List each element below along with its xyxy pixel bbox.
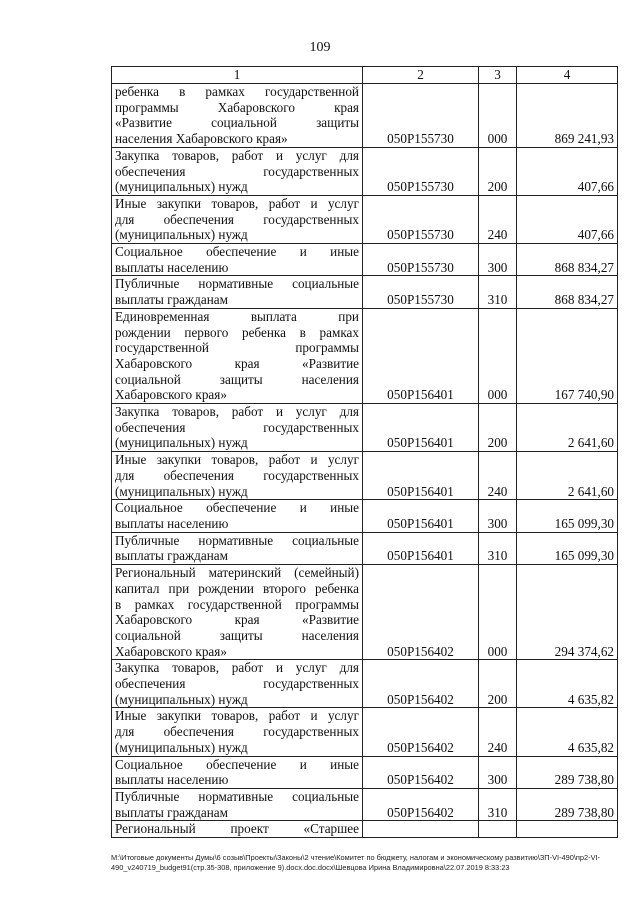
row-expense-type: 200 bbox=[479, 404, 517, 452]
row-target-code: 050Р156402 bbox=[363, 756, 479, 788]
row-amount: 4 635,82 bbox=[517, 708, 618, 756]
row-expense-type: 240 bbox=[479, 708, 517, 756]
description-line: социальной защиты населения bbox=[115, 371, 359, 387]
description-line: «Развитие социальной защиты bbox=[115, 115, 359, 131]
description-line: выплаты населению bbox=[115, 259, 229, 275]
table-header-row bbox=[112, 67, 618, 84]
row-amount: 869 241,93 bbox=[517, 84, 618, 148]
row-target-code: 050Р156401 bbox=[363, 404, 479, 452]
row-description bbox=[112, 195, 363, 243]
description-line: (муниципальных) нужд bbox=[115, 227, 248, 243]
row-description bbox=[112, 404, 363, 452]
description-line: Иные закупки товаров, работ и услуг bbox=[115, 708, 359, 724]
table-row bbox=[112, 404, 618, 452]
table-row bbox=[112, 147, 618, 195]
description-line: Социальное обеспечение и иные bbox=[115, 244, 359, 260]
row-target-code: 050Р156401 bbox=[363, 532, 479, 564]
description-line: выплаты гражданам bbox=[115, 548, 228, 564]
row-expense-type bbox=[479, 821, 517, 838]
description-line: капитал при рождении второго ребенка bbox=[115, 580, 359, 596]
row-description bbox=[112, 308, 363, 403]
row-expense-type: 240 bbox=[479, 195, 517, 243]
row-amount bbox=[517, 821, 618, 838]
row-target-code: 050Р156401 bbox=[363, 500, 479, 532]
row-expense-type: 240 bbox=[479, 452, 517, 500]
description-line: населения Хабаровского края» bbox=[115, 131, 288, 147]
description-line: программы Хабаровского края bbox=[115, 99, 359, 115]
description-line: для обеспечения государственных bbox=[115, 724, 359, 740]
description-line: Хабаровского края» bbox=[115, 643, 227, 659]
description-line: выплаты гражданам bbox=[115, 804, 228, 820]
description-line: Региональный проект «Старшее bbox=[115, 821, 359, 837]
row-description bbox=[112, 708, 363, 756]
table-row bbox=[112, 195, 618, 243]
row-expense-type: 310 bbox=[479, 788, 517, 820]
description-line: (муниципальных) нужд bbox=[115, 483, 248, 499]
row-amount: 2 641,60 bbox=[517, 404, 618, 452]
description-line: выплаты гражданам bbox=[115, 292, 228, 308]
row-expense-type: 200 bbox=[479, 147, 517, 195]
row-target-code: 050Р155730 bbox=[363, 244, 479, 276]
row-expense-type: 000 bbox=[479, 308, 517, 403]
description-line: обеспечения государственных bbox=[115, 419, 359, 435]
description-line: (муниципальных) нужд bbox=[115, 179, 248, 195]
row-description bbox=[112, 660, 363, 708]
description-line: Единовременная выплата при bbox=[115, 308, 359, 324]
description-line: обеспечения государственных bbox=[115, 676, 359, 692]
description-line: (муниципальных) нужд bbox=[115, 739, 248, 755]
description-line: Региональный материнский (семейный) bbox=[115, 565, 359, 581]
row-expense-type: 300 bbox=[479, 500, 517, 532]
description-line: обеспечения государственных bbox=[115, 163, 359, 179]
description-line: Иные закупки товаров, работ и услуг bbox=[115, 452, 359, 468]
table-row bbox=[112, 660, 618, 708]
header-col-3: 3 bbox=[479, 67, 517, 84]
table-row bbox=[112, 500, 618, 532]
header-col-4: 4 bbox=[517, 67, 618, 84]
row-description bbox=[112, 821, 363, 838]
row-target-code: 050Р155730 bbox=[363, 84, 479, 148]
row-amount: 4 635,82 bbox=[517, 660, 618, 708]
description-line: ребенка в рамках государственной bbox=[115, 84, 359, 99]
row-target-code: 050Р155730 bbox=[363, 276, 479, 308]
description-line: Хабаровского края» bbox=[115, 387, 227, 403]
description-line: Закупка товаров, работ и услуг для bbox=[115, 147, 359, 163]
row-amount: 165 099,30 bbox=[517, 500, 618, 532]
table-row bbox=[112, 708, 618, 756]
description-line: в рамках государственной программы bbox=[115, 596, 359, 612]
page-number: 109 bbox=[309, 40, 331, 55]
row-target-code: 050Р155730 bbox=[363, 147, 479, 195]
description-line: для обеспечения государственных bbox=[115, 467, 359, 483]
row-target-code: 050Р156401 bbox=[363, 452, 479, 500]
row-description bbox=[112, 500, 363, 532]
description-line: Хабаровского края «Развитие bbox=[115, 355, 359, 371]
table-row bbox=[112, 756, 618, 788]
table-row bbox=[112, 788, 618, 820]
row-target-code: 050Р156401 bbox=[363, 308, 479, 403]
description-line: выплаты населению bbox=[115, 515, 229, 531]
description-line: рождении первого ребенка в рамках bbox=[115, 324, 359, 340]
description-line: Публичные нормативные социальные bbox=[115, 532, 359, 548]
row-description bbox=[112, 84, 363, 148]
table-row bbox=[112, 821, 618, 838]
description-line: Закупка товаров, работ и услуг для bbox=[115, 404, 359, 420]
table-row bbox=[112, 565, 618, 660]
row-expense-type: 310 bbox=[479, 532, 517, 564]
header-col-2: 2 bbox=[363, 67, 479, 84]
row-description bbox=[112, 244, 363, 276]
row-amount: 2 641,60 bbox=[517, 452, 618, 500]
table-row bbox=[112, 84, 618, 148]
row-description bbox=[112, 565, 363, 660]
description-line: Социальное обеспечение и иные bbox=[115, 500, 359, 516]
row-description bbox=[112, 147, 363, 195]
row-amount: 294 374,62 bbox=[517, 565, 618, 660]
table-row bbox=[112, 308, 618, 403]
row-target-code: 050Р155730 bbox=[363, 195, 479, 243]
description-line: Социальное обеспечение и иные bbox=[115, 756, 359, 772]
description-line: (муниципальных) нужд bbox=[115, 691, 248, 707]
row-expense-type: 300 bbox=[479, 756, 517, 788]
row-description bbox=[112, 452, 363, 500]
row-amount: 868 834,27 bbox=[517, 276, 618, 308]
description-line: Закупка товаров, работ и услуг для bbox=[115, 660, 359, 676]
row-target-code: 050Р156402 bbox=[363, 565, 479, 660]
row-description bbox=[112, 532, 363, 564]
table-row bbox=[112, 276, 618, 308]
row-expense-type: 200 bbox=[479, 660, 517, 708]
description-line: (муниципальных) нужд bbox=[115, 435, 248, 451]
row-expense-type: 300 bbox=[479, 244, 517, 276]
row-amount: 407,66 bbox=[517, 195, 618, 243]
row-amount: 868 834,27 bbox=[517, 244, 618, 276]
row-description bbox=[112, 788, 363, 820]
description-line: Публичные нормативные социальные bbox=[115, 276, 359, 292]
row-target-code: 050Р156402 bbox=[363, 708, 479, 756]
budget-table bbox=[111, 66, 618, 838]
file-path-footer: M:\Итоговые документы Думы\6 созыв\Проекты\Законы\2 чтение\Комитет по бюджету, налогам и экономическому развитию\ЗП-VI-490\пр2-VI-490_v240719_budget91(стр.35-308, приложение 9).docx.doc.docx\Шевцова Ирина Владимировна\22.07.2019 8:33:23 bbox=[111, 853, 601, 872]
row-expense-type: 000 bbox=[479, 84, 517, 148]
description-line: Хабаровского края «Развитие bbox=[115, 612, 359, 628]
row-amount: 289 738,80 bbox=[517, 756, 618, 788]
table-row bbox=[112, 452, 618, 500]
row-target-code: 050Р156402 bbox=[363, 788, 479, 820]
description-line: социальной защиты населения bbox=[115, 627, 359, 643]
row-expense-type: 310 bbox=[479, 276, 517, 308]
description-line: выплаты населению bbox=[115, 772, 229, 788]
row-expense-type: 000 bbox=[479, 565, 517, 660]
description-line: Публичные нормативные социальные bbox=[115, 788, 359, 804]
table-row bbox=[112, 532, 618, 564]
row-description bbox=[112, 756, 363, 788]
header-col-1: 1 bbox=[112, 67, 363, 84]
row-amount: 167 740,90 bbox=[517, 308, 618, 403]
row-description bbox=[112, 276, 363, 308]
row-amount: 289 738,80 bbox=[517, 788, 618, 820]
row-amount: 407,66 bbox=[517, 147, 618, 195]
row-amount: 165 099,30 bbox=[517, 532, 618, 564]
table-row bbox=[112, 244, 618, 276]
description-line: для обеспечения государственных bbox=[115, 211, 359, 227]
row-target-code: 050Р156402 bbox=[363, 660, 479, 708]
row-target-code bbox=[363, 821, 479, 838]
description-line: Иные закупки товаров, работ и услуг bbox=[115, 195, 359, 211]
description-line: государственной программы bbox=[115, 340, 359, 356]
